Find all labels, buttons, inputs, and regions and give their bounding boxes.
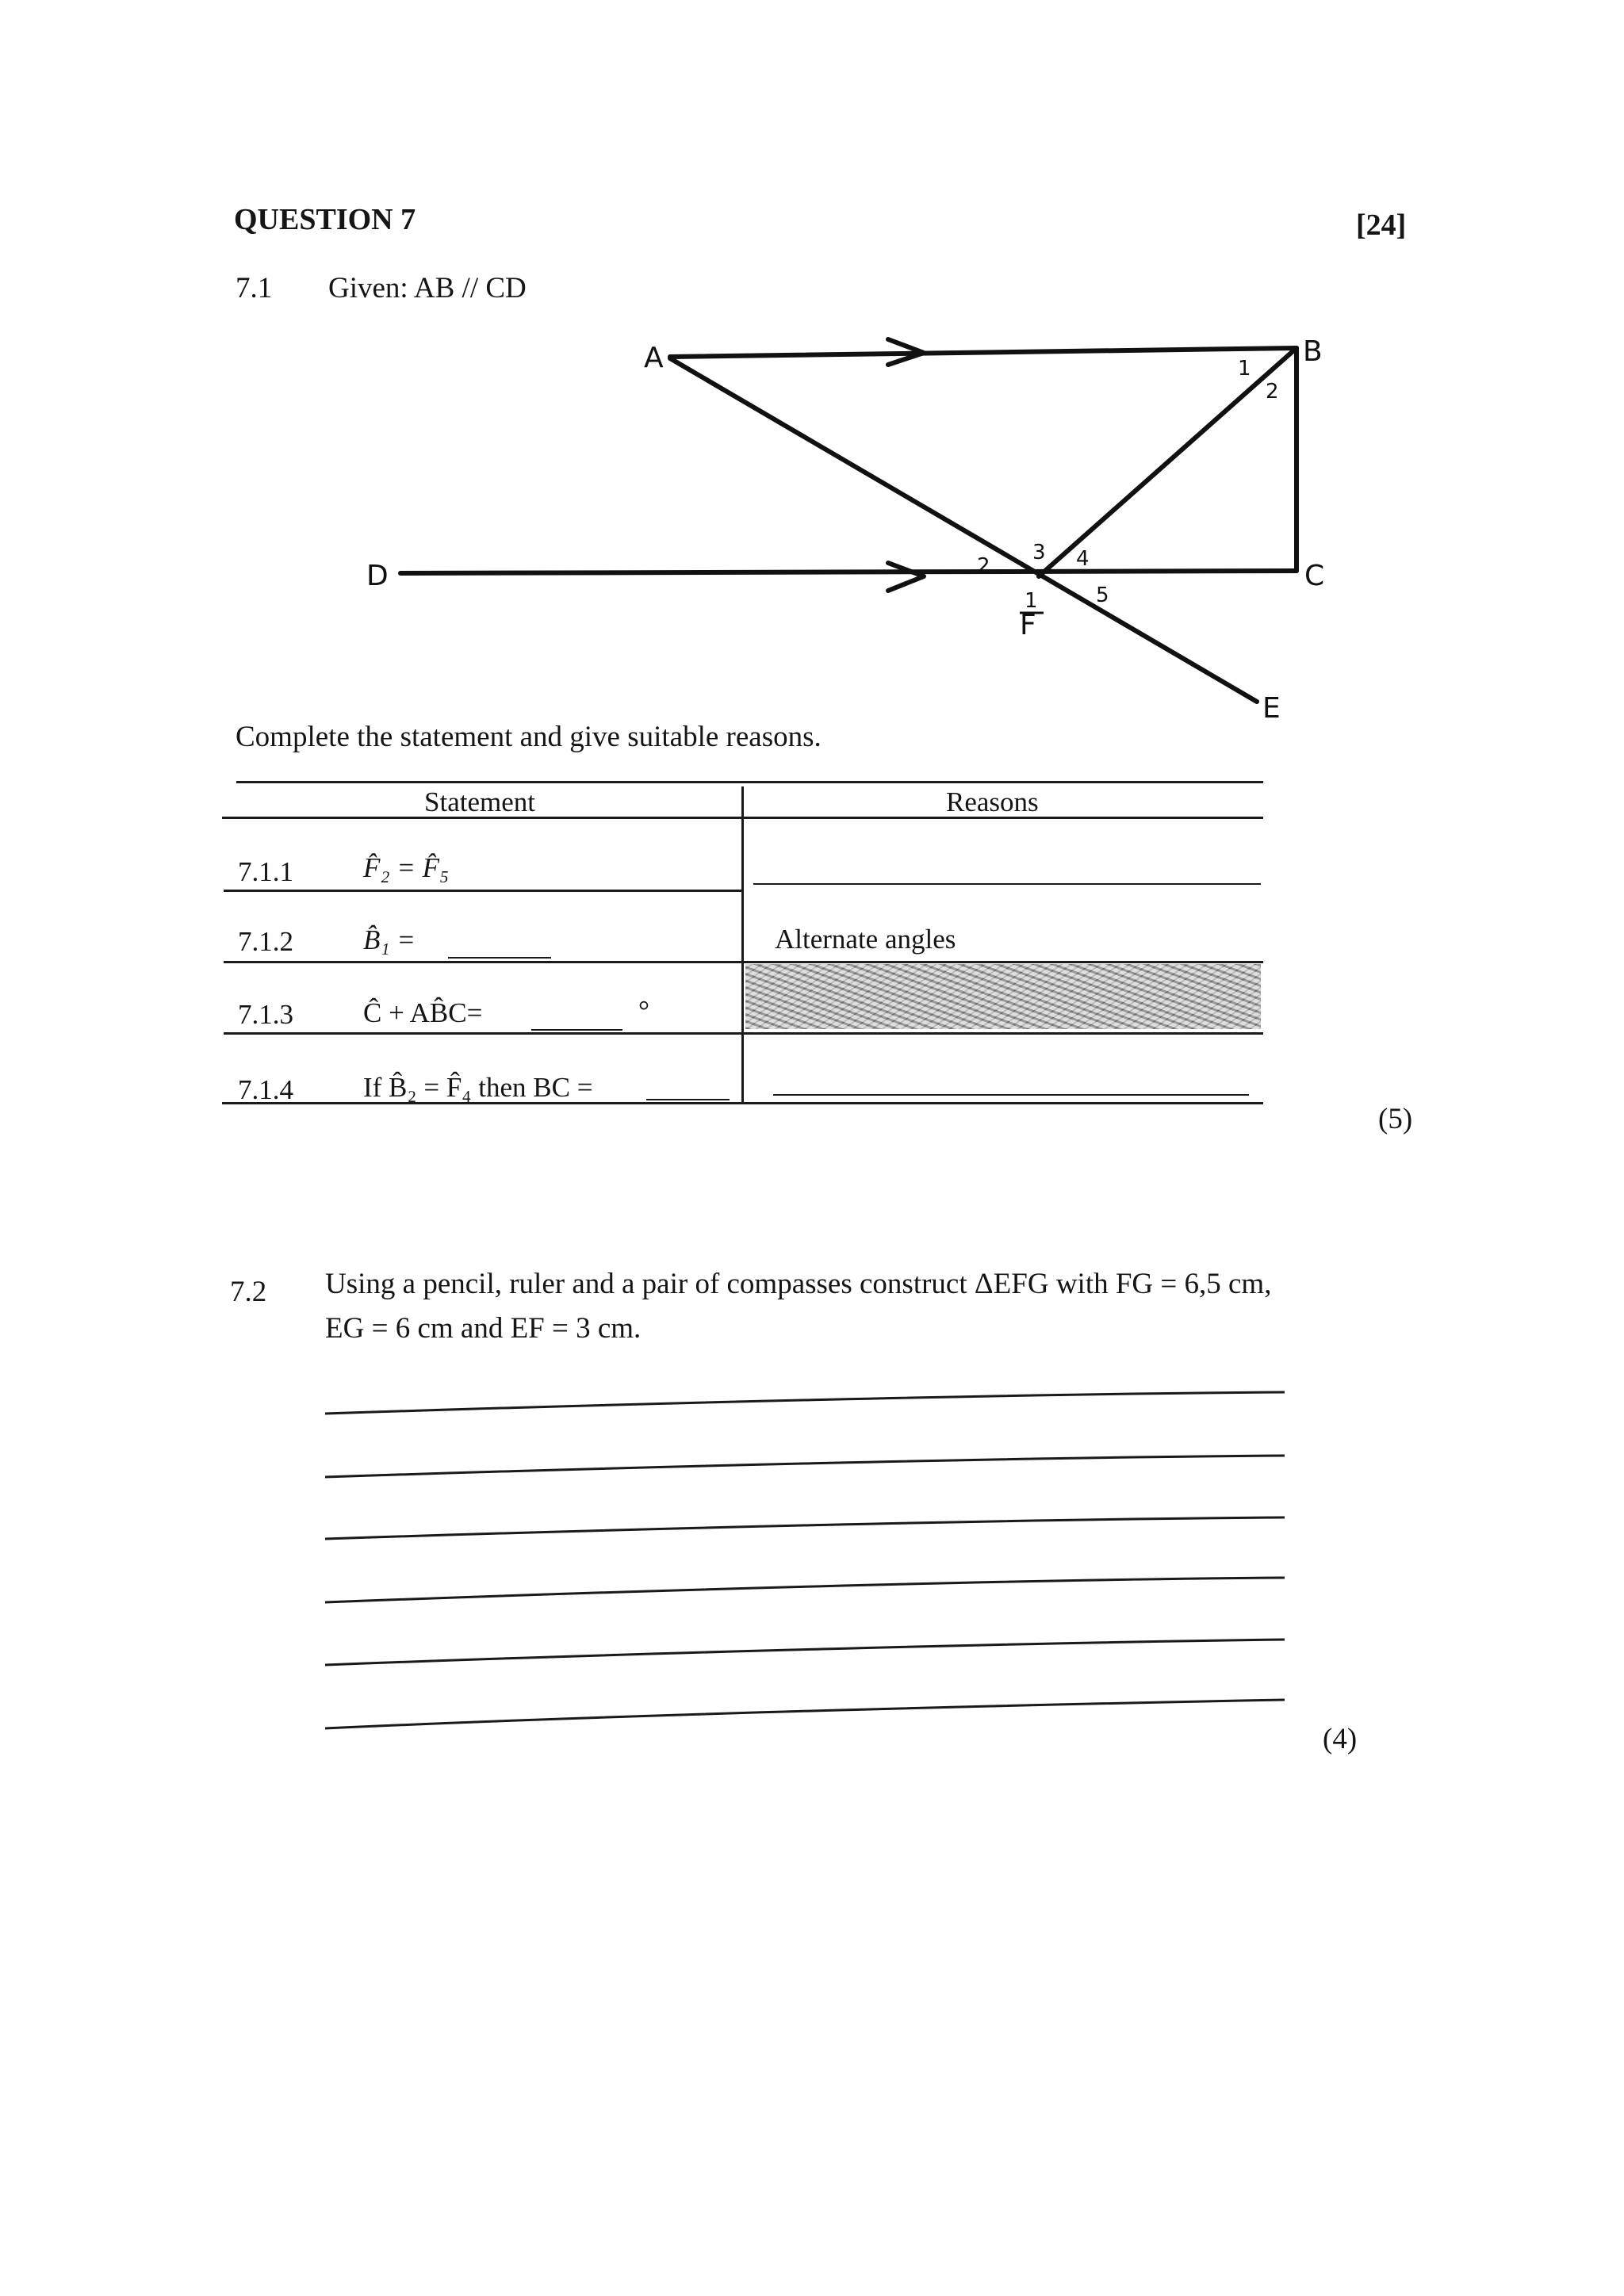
instruction-text: Complete the statement and give suitable reasons. (236, 721, 822, 753)
question-number-7-1: 7.1 (236, 272, 273, 304)
answer-line-3 (325, 1517, 1285, 1539)
point-c-label: C (1304, 560, 1325, 592)
row-number-7-1-1: 7.1.1 (238, 856, 293, 887)
table-header-statement: Statement (424, 786, 535, 817)
angle-f4-label: 4 (1076, 547, 1090, 571)
line-dc (400, 571, 1297, 573)
row-number-7-1-3: 7.1.3 (238, 999, 293, 1030)
angle-f5-label: 5 (1096, 584, 1109, 607)
angle-f3-label: 3 (1032, 541, 1046, 564)
row-reason-7-1-2: Alternate angles (775, 924, 956, 955)
marks-7-2: (4) (1323, 1723, 1358, 1755)
statement-answer-blank-7-1-3[interactable] (531, 1028, 622, 1031)
answer-line-4 (325, 1578, 1285, 1602)
angle-f2-label: 2 (977, 554, 990, 578)
row-rule-7-1-3 (224, 1032, 1263, 1035)
point-f-label: F (1020, 609, 1036, 641)
line-ae (670, 358, 1257, 702)
total-marks: [24] (1356, 209, 1407, 242)
answer-line-5 (325, 1640, 1285, 1665)
geometry-diagram (0, 0, 1624, 761)
answer-line-6 (325, 1700, 1285, 1728)
row-statement-7-1-2: B̂₁ = (363, 924, 416, 955)
row-rule-7-1-1-left (224, 890, 743, 892)
table-bottom-rule (222, 1102, 1263, 1104)
angle-f1-label: 1 (1025, 589, 1038, 613)
table-top-rule (236, 781, 1263, 783)
table-column-divider (741, 786, 744, 1102)
row-statement-7-1-4: If B̂₂ = F̂₄ then BC = (363, 1072, 593, 1103)
marks-7-1: (5) (1378, 1103, 1413, 1135)
degree-symbol-7-1-3: ° (638, 995, 649, 1026)
point-b-label: B (1303, 335, 1323, 368)
row-number-7-1-4: 7.1.4 (238, 1074, 293, 1105)
table-header-reasons: Reasons (946, 786, 1039, 817)
row-statement-7-1-1: F̂₂ = F̂₅ (363, 852, 450, 883)
statement-answer-blank-7-1-2[interactable] (448, 956, 551, 959)
parallel-arrow-dc (888, 563, 924, 591)
angle-b1-label: 1 (1238, 357, 1251, 381)
point-e-label: E (1262, 692, 1281, 725)
answer-line-2 (325, 1456, 1285, 1477)
question-title: QUESTION 7 (234, 203, 416, 236)
point-a-label: A (644, 342, 664, 374)
reason-answer-line-7-1-4[interactable] (773, 1094, 1249, 1096)
reason-answer-line-7-1-1[interactable] (753, 883, 1261, 885)
shaded-reason-cell-7-1-3 (745, 964, 1261, 1029)
statement-answer-blank-7-1-4[interactable] (646, 1098, 730, 1100)
question-number-7-2: 7.2 (230, 1276, 267, 1308)
question-7-2-line-1: Using a pencil, ruler and a pair of compasses construct ΔEFG with FG = 6,5 cm, (325, 1268, 1272, 1300)
row-statement-7-1-3: Ĉ + AB̂C= (363, 997, 483, 1028)
answer-line-1 (325, 1392, 1285, 1414)
given-statement: Given: AB // CD (328, 272, 527, 304)
answer-lines (0, 1348, 1624, 1744)
row-rule-7-1-2 (224, 961, 1263, 963)
row-number-7-1-2: 7.1.2 (238, 926, 293, 957)
angle-b2-label: 2 (1266, 380, 1279, 404)
line-bf (1039, 348, 1297, 576)
line-ab (670, 348, 1297, 357)
point-d-label: D (366, 560, 389, 592)
question-7-2-line-2: EG = 6 cm and EF = 3 cm. (325, 1312, 642, 1345)
